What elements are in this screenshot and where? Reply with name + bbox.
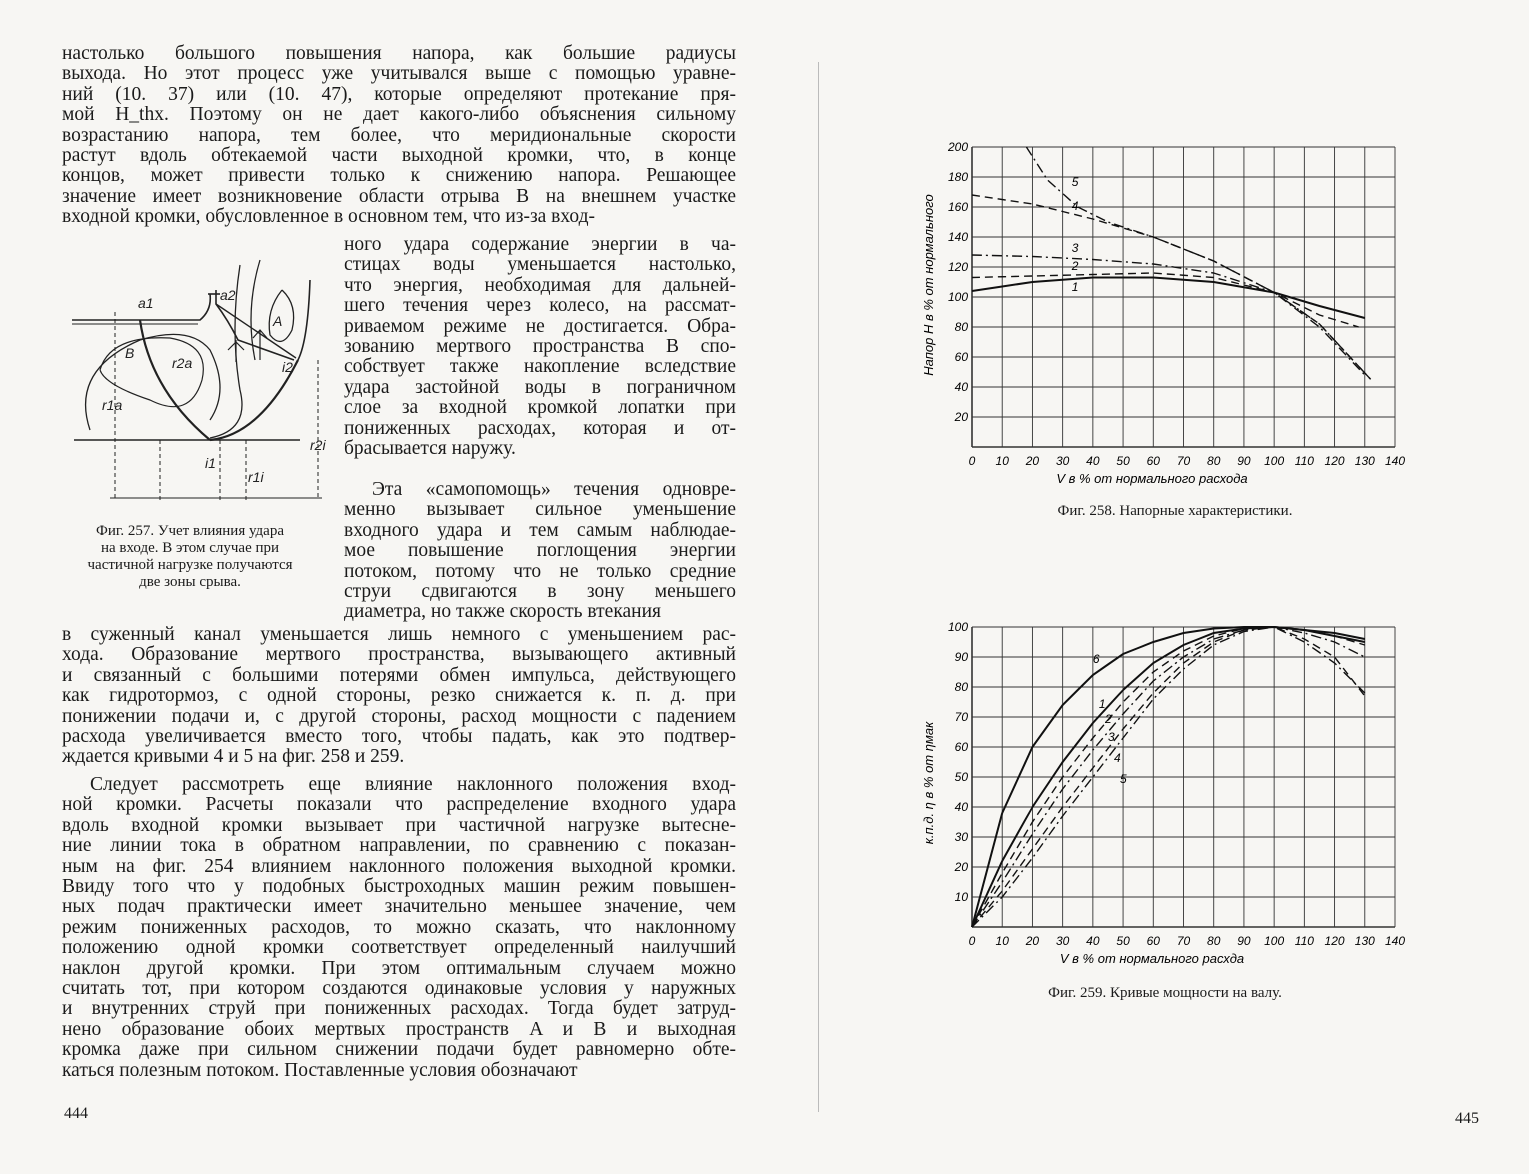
y-tick-label: 30: [954, 830, 968, 844]
text-line: мое повышение поглощения энергии: [344, 540, 736, 562]
x-tick-label: 100: [1264, 454, 1285, 468]
text-line: струи сдвигаются в зону меньшего: [344, 581, 736, 603]
x-tick-label: 130: [1354, 934, 1375, 948]
series-4-label: 4: [1114, 751, 1121, 765]
label-a1: a1: [138, 295, 154, 311]
paragraph-1: [62, 44, 736, 228]
text-line: две зоны срыва.: [139, 574, 241, 590]
text-line: понижении подачи и, с другой стороны, расход мощности с падением: [62, 705, 736, 727]
x-tick-label: 50: [1116, 454, 1130, 468]
label-r2i: r2i: [310, 437, 326, 453]
label-B: B: [125, 345, 135, 361]
figure-259-caption: Фиг. 259. Кривые мощности на валу.: [1048, 985, 1282, 1001]
y-tick-label: 10: [954, 890, 968, 904]
x-tick-label: 80: [1207, 934, 1221, 948]
chart259-ylabel: к.п.д. η в % от ηмак: [921, 721, 936, 845]
text-line: и внутренних струй при пониженных расходах. Тогда будет затруд-: [62, 998, 736, 1020]
y-tick-label: 180: [947, 170, 968, 184]
x-tick-label: 20: [1025, 934, 1040, 948]
label-i2: i2: [282, 359, 293, 375]
text-line: стицах воды уменьшается настолько,: [344, 254, 736, 276]
x-tick-label: 60: [1146, 454, 1160, 468]
y-tick-label: 120: [947, 260, 968, 274]
x-tick-label: 0: [968, 934, 976, 948]
text-line: кромка даже при сильном снижении подачи будет равномерно обте-: [62, 1039, 736, 1061]
series-6-label: 6: [1092, 652, 1100, 666]
text-line: пониженных расходах, которая и от-: [344, 417, 736, 439]
text-line: ние линии тока в обратном направлении, по сравнению с показан-: [62, 835, 736, 857]
text-line: концов, может привести только к снижению напора. Решающее: [62, 165, 736, 187]
text-line: Эта «самопомощь» течения одновре-: [372, 479, 736, 500]
text-line: вдоль входной кромки вызывает при частичной нагрузке вытесне-: [62, 814, 736, 836]
text-line: ных подач практически имеет значительно меньшее значение, чем: [62, 896, 736, 918]
y-tick-label: 50: [954, 770, 968, 784]
text-line: входного удара и тем самым наблюдае-: [344, 519, 736, 541]
series-4-line: [972, 195, 1371, 380]
text-line: удара застойной воды в пограничном: [344, 376, 736, 398]
page-number-left: 444: [64, 1105, 88, 1122]
text-line: Ввиду того что у подобных быстроходных машин режим повышен-: [62, 876, 736, 898]
series-2-label: 2: [1104, 712, 1112, 726]
series-3-label: 3: [1071, 241, 1079, 255]
text-line: собствует также накопление вследствие: [344, 356, 736, 378]
x-tick-label: 20: [1025, 454, 1040, 468]
text-line: и связанный с большими потерями обмен импульса, действующего: [62, 664, 736, 686]
series-1-line: [972, 278, 1365, 319]
figure-259-chart: [915, 615, 1415, 975]
paragraph-4: [62, 775, 736, 1081]
x-tick-label: 10: [995, 454, 1009, 468]
text-line: ного удара содержание энергии в ча-: [344, 234, 736, 255]
page-number-right: 445: [1455, 1110, 1479, 1127]
x-tick-label: 10: [995, 934, 1009, 948]
x-tick-label: 100: [1264, 934, 1285, 948]
series-3-label: 3: [1107, 730, 1115, 744]
text-line: менно вызывает сильное уменьшение: [344, 499, 736, 521]
text-line: Следует рассмотреть еще влияние наклонного положения вход-: [90, 774, 736, 795]
y-tick-label: 100: [947, 620, 968, 634]
text-line: выхода. Но этот процесс уже учитывался выше с помощью уравне-: [62, 63, 736, 85]
series-1-label: 1: [1071, 280, 1079, 294]
text-line: ной кромки. Расчеты показали что распределение входного удара: [62, 794, 736, 816]
text-line: что энергия, необходимая для дальней-: [344, 274, 736, 296]
text-line: диаметра, но также скорость втекания: [344, 601, 662, 623]
text-line: ждается кривыми 4 и 5 на фиг. 258 и 259.: [62, 746, 405, 768]
chart258-series: [972, 147, 1371, 380]
series-5-label: 5: [1071, 175, 1079, 189]
series-1-label: 1: [1098, 697, 1106, 711]
x-tick-label: 40: [1086, 934, 1100, 948]
x-tick-label: 30: [1055, 454, 1070, 468]
chart258-ylabel: Напор H в % от нормального: [921, 194, 936, 376]
paragraph-3: [62, 625, 736, 768]
y-tick-label: 60: [954, 350, 968, 364]
text-line: нено образование обоих мертвых пространств A и B и выходная: [62, 1018, 736, 1040]
paragraph-2: [344, 480, 736, 623]
y-tick-label: 140: [947, 230, 968, 244]
figure-258-chart: [915, 135, 1415, 495]
text-line: шего течения через колесо, на рассмат-: [344, 295, 736, 317]
text-line: растут вдоль обтекаемой части выходной кромки, что, в конце: [62, 145, 736, 167]
text-line: хода. Образование мертвого пространства, вызывающего активный: [62, 644, 736, 666]
y-tick-label: 70: [954, 710, 968, 724]
text-line: ний (10. 37) или (10. 47), которые определяют протекание пря-: [62, 83, 736, 105]
figure-257-diagram: [60, 250, 340, 510]
x-tick-label: 50: [1116, 934, 1130, 948]
label-a2: a2: [220, 287, 236, 303]
y-tick-label: 40: [954, 380, 968, 394]
chart258-xlabel: V в % от нормального расхода: [1056, 471, 1248, 486]
text-line: мой H_thx. Поэтому он не дает какого-либо объяснения сильному: [62, 104, 736, 126]
figure-258-caption: Фиг. 258. Напорные характеристики.: [1057, 503, 1293, 519]
text-line: частичной нагрузке получаются: [87, 557, 293, 573]
series-5-label: 5: [1120, 772, 1127, 786]
y-tick-label: 20: [954, 860, 968, 874]
series-2-label: 2: [1071, 259, 1079, 273]
x-tick-label: 60: [1146, 934, 1160, 948]
x-tick-label: 110: [1294, 454, 1314, 468]
text-line: риваемом режиме не достигается. Обра-: [344, 315, 736, 337]
label-r1i: r1i: [248, 469, 264, 485]
x-tick-label: 80: [1207, 454, 1221, 468]
figure-257-caption: [55, 523, 325, 591]
label-A: A: [273, 313, 283, 329]
label-r1a: r1a: [102, 397, 123, 413]
x-tick-label: 70: [1176, 454, 1191, 468]
chart259-grid: [972, 627, 1395, 927]
chart258-ticks: [947, 140, 1405, 468]
text-line: значение имеет возникновение области отрыва B на внешнем участке: [62, 185, 736, 207]
chart258-grid: [972, 147, 1395, 447]
x-tick-label: 140: [1384, 934, 1406, 948]
y-tick-label: 100: [947, 290, 968, 304]
chart259-xlabel: V в % от нормального расхда: [1059, 951, 1245, 966]
x-tick-label: 0: [968, 454, 976, 468]
text-line: слое за входной кромкой лопатки при: [344, 397, 736, 419]
text-line: ным на фиг. 254 влиянием наклонного положения выходной кромки.: [62, 855, 736, 877]
text-line: Фиг. 257. Учет влияния удара: [96, 523, 284, 539]
y-tick-label: 80: [954, 680, 968, 694]
text-line: возрастанию напора, тем более, что меридиональные скорости: [62, 124, 736, 146]
y-tick-label: 20: [954, 410, 968, 424]
text-line: как гидротормоз, с одной стороны, резко снижается к. п. д. при: [62, 685, 736, 707]
text-line: входной кромки, обусловленное в основном тем, что из-за вход-: [62, 206, 596, 228]
text-line: режим пониженных расходов, то можно сказать, что наклонному: [62, 916, 736, 938]
text-line: брасывается наружу.: [344, 438, 516, 460]
text-line: положению одной кромки соответствует определенный наилучший: [62, 937, 736, 959]
text-line: наклон другой кромки. При этом оптимальным случаем можно: [62, 957, 736, 979]
y-tick-label: 90: [954, 650, 968, 664]
x-tick-label: 90: [1237, 454, 1251, 468]
x-tick-label: 120: [1324, 454, 1345, 468]
paragraph-1-continued: [344, 235, 736, 459]
label-r2a: r2a: [172, 355, 193, 371]
x-tick-label: 110: [1294, 934, 1314, 948]
x-tick-label: 90: [1237, 934, 1251, 948]
x-tick-label: 130: [1354, 454, 1375, 468]
text-line: в суженный канал уменьшается лишь немного с уменьшением рас-: [62, 624, 736, 645]
text-line: зованию мертвого пространства B спо-: [344, 336, 736, 358]
text-line: расхода увеличивается вместо того, чтобы падать, как это подтвер-: [62, 726, 736, 748]
x-tick-label: 120: [1324, 934, 1345, 948]
x-tick-label: 70: [1176, 934, 1191, 948]
series-4-label: 4: [1071, 199, 1079, 213]
y-tick-label: 40: [954, 800, 968, 814]
y-tick-label: 160: [947, 200, 968, 214]
text-line: на входе. В этом случае при: [100, 540, 280, 556]
text-line: потоком, потому что не только средние: [344, 560, 736, 582]
right-page: [765, 0, 1529, 1174]
label-i1: i1: [205, 455, 216, 471]
text-line: считать тот, при котором создаются одинаковые условия у наружных: [62, 978, 736, 1000]
x-tick-label: 30: [1055, 934, 1070, 948]
text-line: каться полезным потоком. Поставленные условия обозначают: [62, 1059, 578, 1081]
text-line: настолько большого повышения напора, как большие радиусы: [62, 43, 736, 64]
y-tick-label: 80: [954, 320, 968, 334]
x-tick-label: 140: [1384, 454, 1406, 468]
x-tick-label: 40: [1086, 454, 1100, 468]
y-tick-label: 60: [954, 740, 968, 754]
y-tick-label: 200: [947, 140, 968, 154]
